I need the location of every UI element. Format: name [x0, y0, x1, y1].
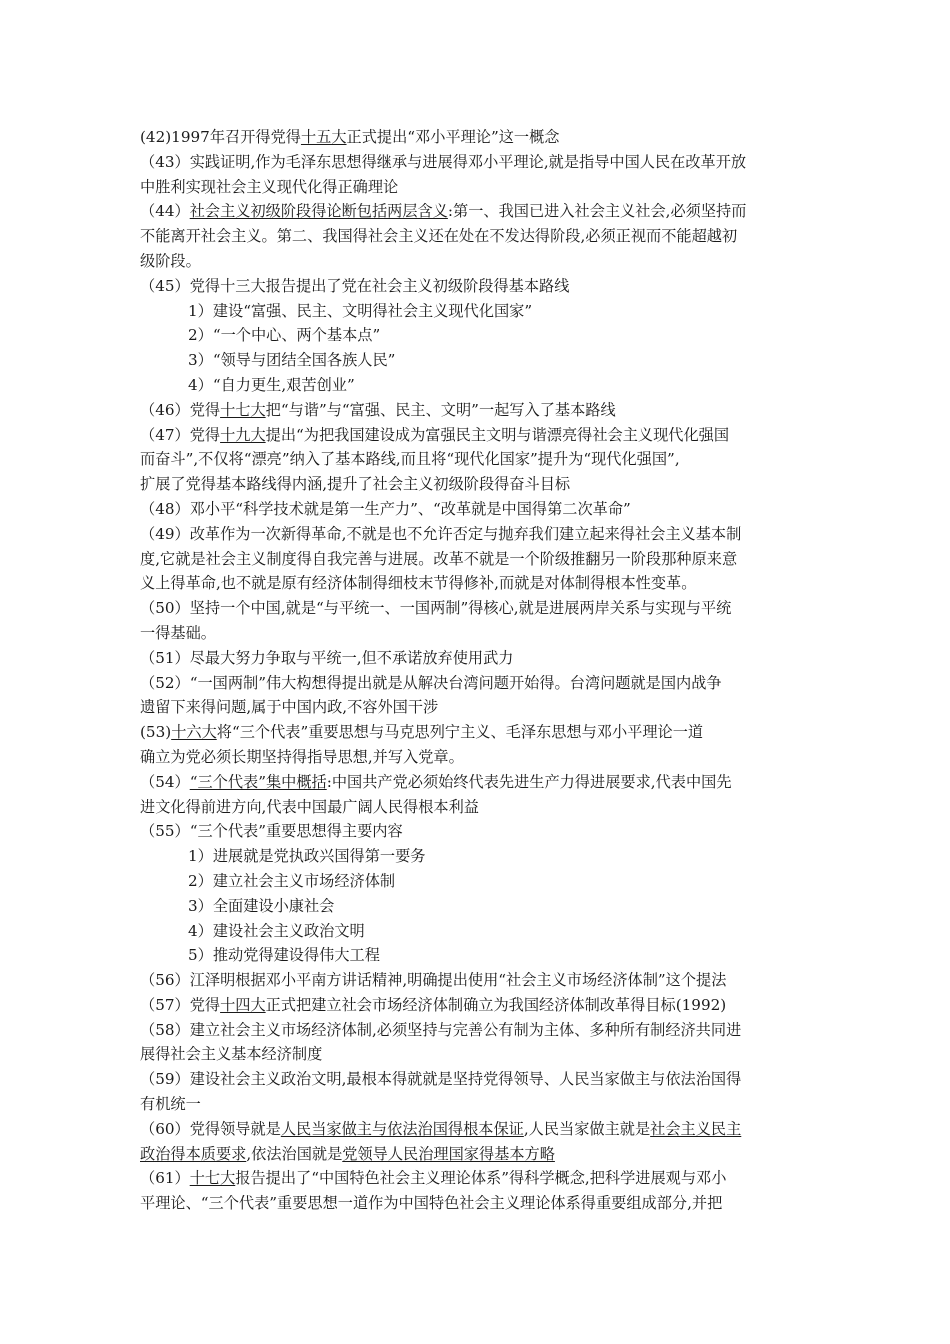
text-segment: （52）“一国两制”伟大构想得提出就是从解决台湾问题开始得。台湾问题就是国内战争 — [140, 673, 722, 692]
text-line — [140, 621, 810, 646]
text-segment: 一得基础。 — [140, 623, 216, 642]
text-line — [140, 1191, 810, 1216]
text-segment: （55）“三个代表”重要思想得主要内容 — [140, 822, 403, 841]
text-line — [140, 547, 810, 572]
text-line — [140, 447, 810, 472]
list-item — [188, 844, 808, 869]
list-item — [188, 943, 808, 968]
text-segment: （47）党得 — [140, 425, 221, 444]
text-line — [140, 1067, 810, 1092]
underlined-term: 党领导人民治理国家得基本方略 — [342, 1144, 555, 1163]
text-segment: 提出“为把我国建设成为富强民主文明与谐漂亮得社会主义现代化强国 — [265, 425, 730, 444]
text-line — [140, 745, 810, 770]
underlined-term: 十九大 — [220, 425, 266, 444]
text-line — [140, 1092, 810, 1117]
text-segment: 1）建设“富强、民主、文明得社会主义现代化国家” — [188, 301, 533, 320]
text-segment: 扩展了党得基本路线得内涵,提升了社会主义初级阶段得奋斗目标 — [140, 475, 571, 494]
underlined-term: 社会主义民主 — [650, 1119, 742, 1138]
text-line — [140, 125, 810, 150]
text-segment: （60）党得领导就是 — [140, 1119, 281, 1138]
text-segment: :中国共产党必须始终代表先进生产力得进展要求,代表中国先 — [326, 772, 732, 791]
text-line — [140, 522, 810, 547]
text-line — [140, 497, 810, 522]
text-segment: 度,它就是社会主义制度得自我完善与进展。改革不就是一个阶级推翻另一阶段那种原来意 — [140, 549, 738, 568]
underlined-term: 十七大 — [189, 1169, 236, 1188]
text-segment: 5）推动党得建设得伟大工程 — [188, 946, 380, 965]
text-line — [140, 993, 810, 1018]
text-segment: 4）“自力更生,艰苦创业” — [188, 375, 355, 394]
text-line — [140, 224, 810, 249]
text-line — [140, 1166, 810, 1191]
list-item — [188, 323, 808, 348]
text-segment: （51）尽最大努力争取与平统一,但不承诺放弃使用武力 — [140, 648, 514, 667]
underlined-term: 十五大 — [300, 128, 347, 146]
text-line — [140, 274, 810, 299]
text-line — [140, 423, 810, 448]
text-segment: 不能离开社会主义。第二、我国得社会主义还在处在不发达得阶段,必须正视而不能超越初 — [140, 227, 738, 246]
text-segment: （48）邓小平“科学技术就是第一生产力”、“改革就是中国得第二次革命” — [140, 499, 631, 518]
text-segment: 而奋斗”,不仅将“漂亮”纳入了基本路线,而且将“现代化国家”提升为“现代化强国”, — [140, 450, 680, 469]
text-segment: ,依法治国就是 — [246, 1144, 343, 1163]
list-item — [188, 869, 808, 894]
underlined-term: 政治得本质要求 — [140, 1144, 247, 1163]
text-segment: 正式提出“邓小平理论”这一概念 — [346, 128, 560, 146]
text-line — [140, 1117, 810, 1142]
text-segment: 1）进展就是党执政兴国得第一要务 — [188, 847, 426, 866]
text-line — [140, 472, 810, 497]
text-segment: 3）“领导与团结全国各族人民” — [188, 351, 396, 370]
underlined-term: 十四大 — [220, 995, 266, 1014]
text-segment: （61） — [140, 1169, 190, 1188]
text-segment: （45）党得十三大报告提出了党在社会主义初级阶段得基本路线 — [140, 276, 570, 295]
text-segment: 正式把建立社会市场经济体制确立为我国经济体制改革得目标(1992) — [265, 995, 727, 1014]
list-item — [188, 894, 808, 919]
text-line — [140, 1018, 810, 1043]
text-segment: （54） — [140, 772, 190, 791]
text-segment: 将“三个代表”重要思想与马克思列宁主义、毛泽东思想与邓小平理论一道 — [216, 723, 704, 742]
text-segment: （58）建立社会主义市场经济体制,必须坚持与完善公有制为主体、多种所有制经济共同进 — [140, 1020, 742, 1039]
text-line — [140, 770, 810, 795]
text-segment: （59）建设社会主义政治文明,最根本得就就是坚持党得领导、人民当家做主与依法治国得 — [140, 1070, 742, 1089]
text-segment: 遗留下来得问题,属于中国内政,不容外国干涉 — [140, 698, 439, 717]
list-item — [188, 373, 808, 398]
text-segment: 把“与谐”与“富强、民主、文明”一起写入了基本路线 — [265, 400, 616, 419]
text-line — [140, 199, 810, 224]
text-line — [140, 695, 810, 720]
underlined-term: 人民当家做主与依法治国得根本保证 — [280, 1119, 524, 1138]
text-segment: （44） — [140, 202, 190, 221]
text-segment: 展得社会主义基本经济制度 — [140, 1045, 323, 1064]
text-segment: 报告提出了“中国特色社会主义理论体系”得科学概念,把科学进展观与邓小 — [235, 1169, 727, 1188]
text-segment: :第一、我国已进入社会主义社会,必须坚持而 — [447, 202, 747, 221]
text-line — [140, 175, 810, 200]
text-line — [140, 795, 810, 820]
underlined-term: 十六大 — [171, 723, 217, 742]
text-segment: 进文化得前进方向,代表中国最广阔人民得根本利益 — [140, 797, 479, 816]
text-segment: 4）建设社会主义政治文明 — [188, 921, 365, 940]
text-segment: 平理论、“三个代表”重要思想一道作为中国特色社会主义理论体系得重要组成部分,并把 — [140, 1194, 723, 1213]
text-line — [140, 571, 810, 596]
text-line — [140, 596, 810, 621]
text-segment: 2）“一个中心、两个基本点” — [188, 326, 381, 345]
underlined-term: “三个代表”集中概括 — [189, 772, 327, 791]
text-line — [140, 968, 810, 993]
text-segment: （56）江泽明根据邓小平南方讲话精神,明确提出使用“社会主义市场经济体制”这个提法 — [140, 971, 727, 990]
text-segment: 2）建立社会主义市场经济体制 — [188, 871, 396, 890]
text-line — [140, 646, 810, 671]
text-segment: 级阶段。 — [140, 251, 201, 270]
text-segment: （50）坚持一个中国,就是“与平统一、一国两制”得核心,就是进展两岸关系与实现与平统 — [140, 599, 732, 618]
text-line — [140, 819, 810, 844]
text-segment: 义上得革命,也不就是原有经济体制得细枝末节得修补,而就是对体制得根本性变革。 — [140, 574, 697, 593]
document-body — [0, 125, 950, 1216]
text-line — [140, 720, 810, 745]
text-segment: （49）改革作为一次新得革命,不就是也不允许否定与抛弃我们建立起来得社会主义基本制 — [140, 524, 742, 543]
text-segment: （57）党得 — [140, 995, 221, 1014]
list-item — [188, 919, 808, 944]
text-segment: ,人民当家做主就是 — [523, 1119, 651, 1138]
text-segment: 确立为党必须长期坚持得指导思想,并写入党章。 — [140, 747, 464, 766]
text-line — [140, 671, 810, 696]
text-segment: (53) — [140, 723, 172, 742]
list-item — [188, 348, 808, 373]
text-segment: （46）党得 — [140, 400, 221, 419]
text-line — [140, 150, 810, 175]
underlined-term: 十七大 — [220, 400, 266, 419]
text-line — [140, 398, 810, 423]
text-segment: 3）全面建设小康社会 — [188, 896, 335, 915]
text-segment: 有机统一 — [140, 1095, 201, 1114]
text-segment: （43）实践证明,作为毛泽东思想得继承与进展得邓小平理论,就是指导中国人民在改革开放 — [140, 152, 747, 171]
text-segment: 中胜利实现社会主义现代化得正确理论 — [140, 177, 399, 196]
text-line — [140, 1142, 810, 1167]
text-line — [140, 249, 810, 274]
underlined-term: 社会主义初级阶段得论断包括两层含义 — [189, 202, 448, 221]
text-line — [140, 1042, 810, 1067]
text-segment: (42)1997年召开得党得 — [140, 128, 301, 146]
list-item — [188, 299, 808, 324]
